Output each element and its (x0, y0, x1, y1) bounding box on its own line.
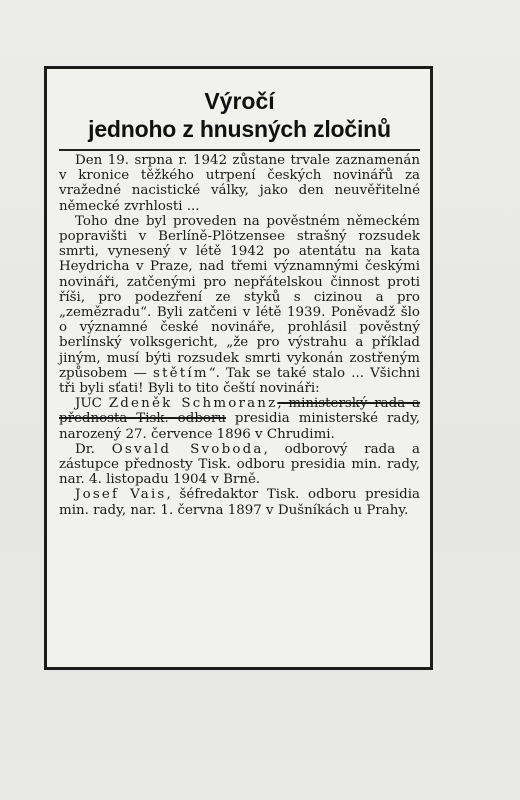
newspaper-clipping (44, 66, 433, 670)
journalist-1-details: presidia ministerské rady, narozený 27. července 1896 v Chrudimi. (59, 411, 420, 442)
journalist-1-prefix: JUC (75, 396, 109, 412)
journalist-3 (59, 487, 420, 517)
execution-text-end: “. Tak se také stalo ... Všichni tři byli sťati! Byli to tito čeští novináři: (59, 365, 420, 397)
journalist-1-struck: , ministerský rada a přednosta Tisk. odboru (59, 396, 421, 427)
execution-text: Toho dne byl proveden na pověstném německém popravišti v Berlíně-Plötzensee strašný rozsudek smrti, vynesený v létě 1942 po atentátu na kata Heydricha v Praze, nad třemi významnými českými novináři, zatčenými pro nepřátelskou činnost proti říši, pro podezření ze styků s cizinou a pro „zemězradu“. Byli zatčeni v létě 1939. Poněvadž šlo o významné české novináře, prohlásil pověstný berlínský volksgericht, „že pro výstrahu a příklad jiným, musí býti rozsudek smrti vykonán zostřeným způsobem — (59, 213, 420, 381)
execution-emphasis: stětím (153, 365, 209, 381)
title-line-1: Výročí (204, 88, 275, 114)
journalist-2 (59, 442, 420, 488)
journalist-2-details: , odborový rada a zástupce přednosty Tisk. odboru presidia min. rady, nar. 4. listopadu 1904 v Brně. (59, 441, 420, 488)
title-line-2: jednoho z hnusných zločinů (88, 116, 391, 142)
journalist-2-prefix: Dr. (75, 441, 112, 457)
article-title (59, 87, 420, 143)
title-rule (59, 149, 420, 151)
journalist-1-name: Zdeněk Schmoranz (108, 396, 278, 412)
journalist-3-details: , šéfredaktor Tisk. odboru presidia min. rady, nar. 1. června 1897 v Dušníkách u Prahy. (59, 487, 420, 518)
paragraph-intro: Den 19. srpna r. 1942 zůstane trvale zaznamenán v kronice těžkého utrpení českých novinářů za vražedné nacistické války, jako den neuvěřitelné německé zvrhlosti ... (59, 153, 420, 214)
journalist-2-name: Osvald Svoboda (111, 441, 264, 457)
article-body (59, 153, 420, 518)
journalist-3-name: Josef Vais (75, 487, 167, 503)
paragraph-execution (59, 214, 420, 396)
journalist-1 (59, 396, 420, 442)
